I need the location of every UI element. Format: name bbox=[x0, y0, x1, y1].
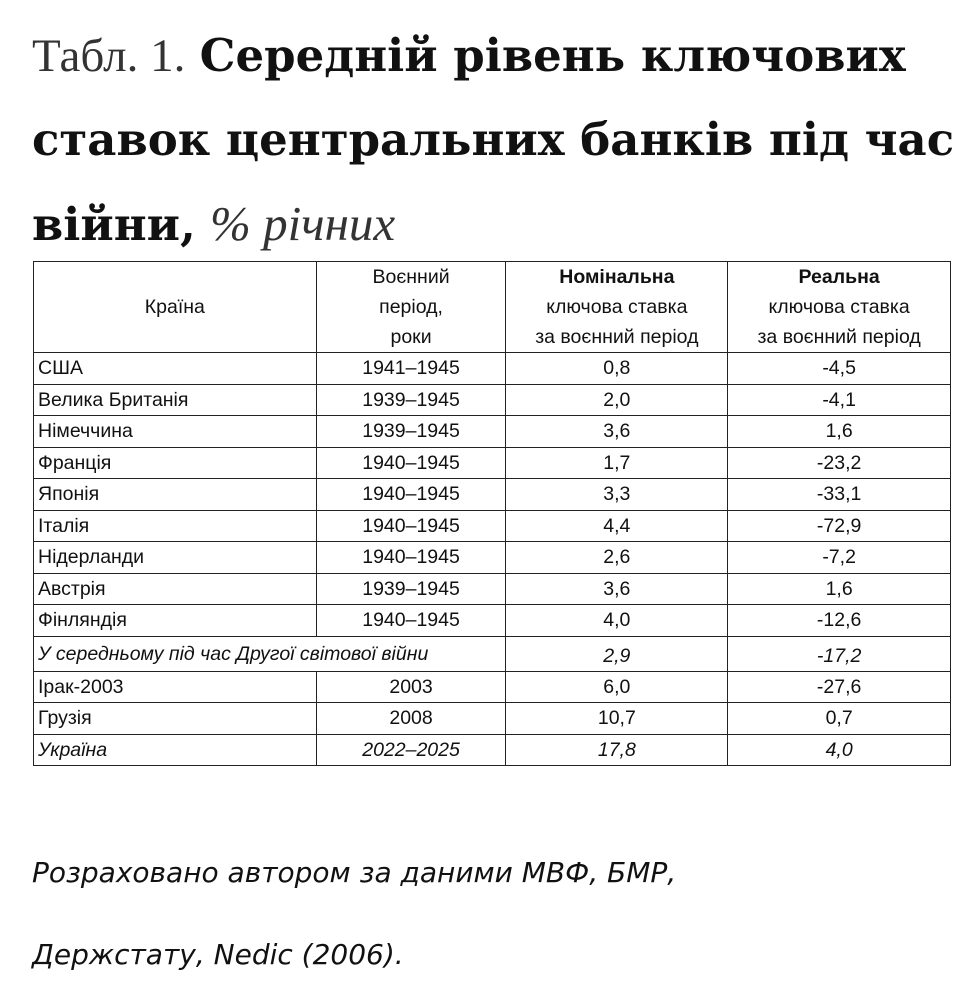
table-row bbox=[34, 447, 951, 479]
ukraine-row bbox=[34, 734, 951, 766]
table-header-row bbox=[34, 262, 951, 353]
header-nominal: Номінальна ключова ставка за воєнний період bbox=[506, 262, 728, 353]
cell-period: 2008 bbox=[316, 703, 506, 735]
cell-real: -23,2 bbox=[728, 447, 951, 479]
title-unit: % річних bbox=[210, 196, 396, 251]
ukraine-nominal: 17,8 bbox=[506, 734, 728, 766]
cell-nominal: 1,7 bbox=[506, 447, 728, 479]
cell-country: Ірак-2003 bbox=[34, 671, 317, 703]
cell-nominal: 2,0 bbox=[506, 384, 728, 416]
cell-country: Грузія bbox=[34, 703, 317, 735]
cell-nominal: 3,6 bbox=[506, 573, 728, 605]
cell-real: 1,6 bbox=[728, 416, 951, 448]
cell-country: Японія bbox=[34, 479, 317, 511]
title-prefix: Табл. 1. bbox=[32, 30, 186, 82]
title-main: Середній рівень ключових ставок центральних банків під час війни bbox=[32, 29, 955, 251]
cell-nominal: 0,8 bbox=[506, 353, 728, 385]
cell-country: Італія bbox=[34, 510, 317, 542]
cell-period: 1941–1945 bbox=[316, 353, 506, 385]
table-row bbox=[34, 703, 951, 735]
cell-nominal: 4,4 bbox=[506, 510, 728, 542]
cell-nominal: 10,7 bbox=[506, 703, 728, 735]
cell-country: Німеччина bbox=[34, 416, 317, 448]
ukraine-country: Україна bbox=[34, 734, 317, 766]
table-row bbox=[34, 479, 951, 511]
cell-period: 1939–1945 bbox=[316, 416, 506, 448]
cell-real: -4,1 bbox=[728, 384, 951, 416]
ukraine-period: 2022–2025 bbox=[316, 734, 506, 766]
cell-real: -27,6 bbox=[728, 671, 951, 703]
cell-period: 1940–1945 bbox=[316, 510, 506, 542]
cell-period: 1940–1945 bbox=[316, 479, 506, 511]
cell-period: 1939–1945 bbox=[316, 384, 506, 416]
average-real: -17,2 bbox=[728, 636, 951, 671]
table-row bbox=[34, 542, 951, 574]
cell-country: Нідерланди bbox=[34, 542, 317, 574]
table-row bbox=[34, 353, 951, 385]
cell-country: Австрія bbox=[34, 573, 317, 605]
average-label: У середньому під час Другої світової війни bbox=[34, 636, 506, 671]
cell-real: -33,1 bbox=[728, 479, 951, 511]
cell-real: -4,5 bbox=[728, 353, 951, 385]
table-row bbox=[34, 510, 951, 542]
cell-real: -7,2 bbox=[728, 542, 951, 574]
table-title bbox=[32, 14, 957, 267]
table-row bbox=[34, 605, 951, 637]
cell-country: Франція bbox=[34, 447, 317, 479]
average-nominal: 2,9 bbox=[506, 636, 728, 671]
header-period: Воєнний період, роки bbox=[316, 262, 506, 353]
table-row bbox=[34, 384, 951, 416]
source-line-1: Розраховано автором за даними МВФ, БМР, bbox=[32, 856, 677, 889]
cell-real: -12,6 bbox=[728, 605, 951, 637]
cell-nominal: 3,6 bbox=[506, 416, 728, 448]
cell-real: 0,7 bbox=[728, 703, 951, 735]
cell-nominal: 2,6 bbox=[506, 542, 728, 574]
table-row bbox=[34, 671, 951, 703]
cell-real: 1,6 bbox=[728, 573, 951, 605]
cell-country: Фінляндія bbox=[34, 605, 317, 637]
ukraine-real: 4,0 bbox=[728, 734, 951, 766]
average-row bbox=[34, 636, 951, 671]
cell-period: 1939–1945 bbox=[316, 573, 506, 605]
cell-nominal: 3,3 bbox=[506, 479, 728, 511]
cell-period: 2003 bbox=[316, 671, 506, 703]
header-country: Країна bbox=[34, 262, 317, 353]
cell-period: 1940–1945 bbox=[316, 605, 506, 637]
cell-period: 1940–1945 bbox=[316, 542, 506, 574]
cell-country: Велика Британія bbox=[34, 384, 317, 416]
cell-period: 1940–1945 bbox=[316, 447, 506, 479]
table-row bbox=[34, 416, 951, 448]
modern-rows bbox=[34, 671, 951, 734]
cell-nominal: 4,0 bbox=[506, 605, 728, 637]
title-comma: , bbox=[180, 198, 196, 251]
header-real: Реальна ключова ставка за воєнний період bbox=[728, 262, 951, 353]
cell-real: -72,9 bbox=[728, 510, 951, 542]
ww2-rows bbox=[34, 353, 951, 637]
source-note bbox=[32, 832, 952, 996]
source-line-2: Держстату, Nedic (2006). bbox=[32, 938, 404, 971]
cell-country: США bbox=[34, 353, 317, 385]
table-row bbox=[34, 573, 951, 605]
rates-table bbox=[33, 261, 951, 766]
cell-nominal: 6,0 bbox=[506, 671, 728, 703]
